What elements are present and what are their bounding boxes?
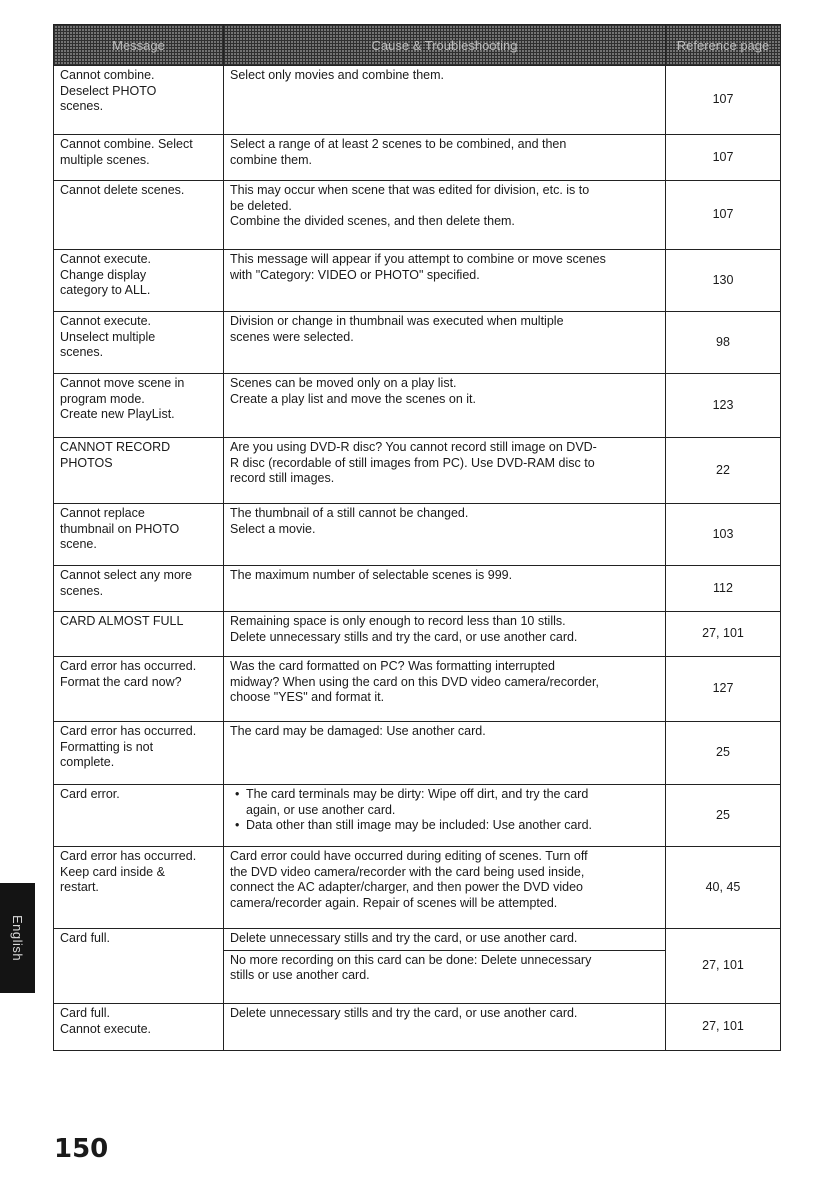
message-cell: Cannot combine. Select multiple scenes. [54,135,224,181]
cause-part: Delete unnecessary stills and try the card, or use another card. [230,931,578,945]
cause-cell: Delete unnecessary stills and try the card, or use another card. [224,1004,666,1051]
reference-page-cell: 123 [666,374,781,438]
cause-cell: Scenes can be moved only on a play list. Create a play list and move the scenes on it. [224,374,666,438]
reference-page-cell: 103 [666,504,781,566]
cause-cell: The maximum number of selectable scenes is 999. [224,566,666,612]
reference-page-cell: 25 [666,722,781,785]
message-cell: CARD ALMOST FULL [54,612,224,657]
cause-cell: Was the card formatted on PC? Was formatting interrupted midway? When using the card on this DVD video camera/recorder, choose "YES" and format it. [224,657,666,722]
header-reference: Reference page [666,25,781,66]
message-cell: Cannot execute. Unselect multiple scenes. [54,312,224,374]
cause-cell: The thumbnail of a still cannot be changed. Select a movie. [224,504,666,566]
table-row [54,929,781,1004]
message-cell: Cannot select any more scenes. [54,566,224,612]
reference-page-cell: 107 [666,66,781,135]
cause-cell: Card error could have occurred during editing of scenes. Turn off the DVD video camera/recorder with the card being used inside, connect the AC adapter/charger, and then power the DVD video camera/recorder again. Repair of scenes will be attempted. [224,847,666,929]
reference-page-cell: 98 [666,312,781,374]
reference-page-cell: 27, 101 [666,612,781,657]
cause-cell: This may occur when scene that was edited for division, etc. is to be deleted. Combine the divided scenes, and then delete them. [224,181,666,250]
cause-part: No more recording on this card can be done: Delete unnecessary stills or use another card. [224,950,665,987]
reference-page-cell: 22 [666,438,781,504]
table-row [54,657,781,722]
table-row [54,135,781,181]
header-cause: Cause & Troubleshooting [224,25,666,66]
cause-bullet-list [230,787,660,834]
message-cell: Card error has occurred. Keep card inside & restart. [54,847,224,929]
message-cell: Card full. Cannot execute. [54,1004,224,1051]
header-message: Message [54,25,224,66]
cause-cell: Remaining space is only enough to record less than 10 stills. Delete unnecessary stills and try the card, or use another card. [224,612,666,657]
reference-page-cell: 27, 101 [666,929,781,1004]
table-row [54,374,781,438]
page-number: 150 [54,1134,109,1164]
reference-page-cell: 107 [666,135,781,181]
cause-cell [224,929,666,1004]
table-row [54,438,781,504]
cause-cell: The card may be damaged: Use another card. [224,722,666,785]
message-table [53,24,781,1051]
cause-cell: This message will appear if you attempt to combine or move scenes with "Category: VIDEO or PHOTO" specified. [224,250,666,312]
cause-cell: Select only movies and combine them. [224,66,666,135]
reference-page-cell: 127 [666,657,781,722]
language-side-tab [0,883,35,993]
table-header-row [54,25,781,66]
table-row [54,250,781,312]
message-cell: Cannot combine. Deselect PHOTO scenes. [54,66,224,135]
table-row [54,66,781,135]
message-cell: CANNOT RECORD PHOTOS [54,438,224,504]
reference-page-cell: 112 [666,566,781,612]
message-cell: Card error has occurred. Formatting is not complete. [54,722,224,785]
reference-page-cell: 25 [666,785,781,847]
table-row [54,612,781,657]
table-row [54,566,781,612]
message-cell: Card error. [54,785,224,847]
message-cell: Cannot delete scenes. [54,181,224,250]
language-label: English [10,914,25,962]
reference-page-cell: 27, 101 [666,1004,781,1051]
reference-page-cell: 40, 45 [666,847,781,929]
cause-bullet-item: • The card terminals may be dirty: Wipe off dirt, and try the card again, or use another card. [246,787,660,818]
message-cell: Cannot execute. Change display category to ALL. [54,250,224,312]
table-row [54,504,781,566]
message-cell: Card full. [54,929,224,1004]
cause-cell: Are you using DVD-R disc? You cannot record still image on DVD- R disc (recordable of still images from PC). Use DVD-RAM disc to record still images. [224,438,666,504]
cause-cell: Division or change in thumbnail was executed when multiple scenes were selected. [224,312,666,374]
message-cell: Cannot move scene in program mode. Create new PlayList. [54,374,224,438]
table-row [54,722,781,785]
table-row [54,785,781,847]
reference-page-cell: 130 [666,250,781,312]
table-row [54,1004,781,1051]
table-row [54,181,781,250]
cause-cell: Select a range of at least 2 scenes to be combined, and then combine them. [224,135,666,181]
table-body [54,66,781,1051]
message-cell: Cannot replace thumbnail on PHOTO scene. [54,504,224,566]
cause-bullet-item: • Data other than still image may be included: Use another card. [246,818,660,834]
reference-page-cell: 107 [666,181,781,250]
table-row [54,847,781,929]
cause-cell [224,785,666,847]
message-cell: Card error has occurred. Format the card now? [54,657,224,722]
table-row [54,312,781,374]
